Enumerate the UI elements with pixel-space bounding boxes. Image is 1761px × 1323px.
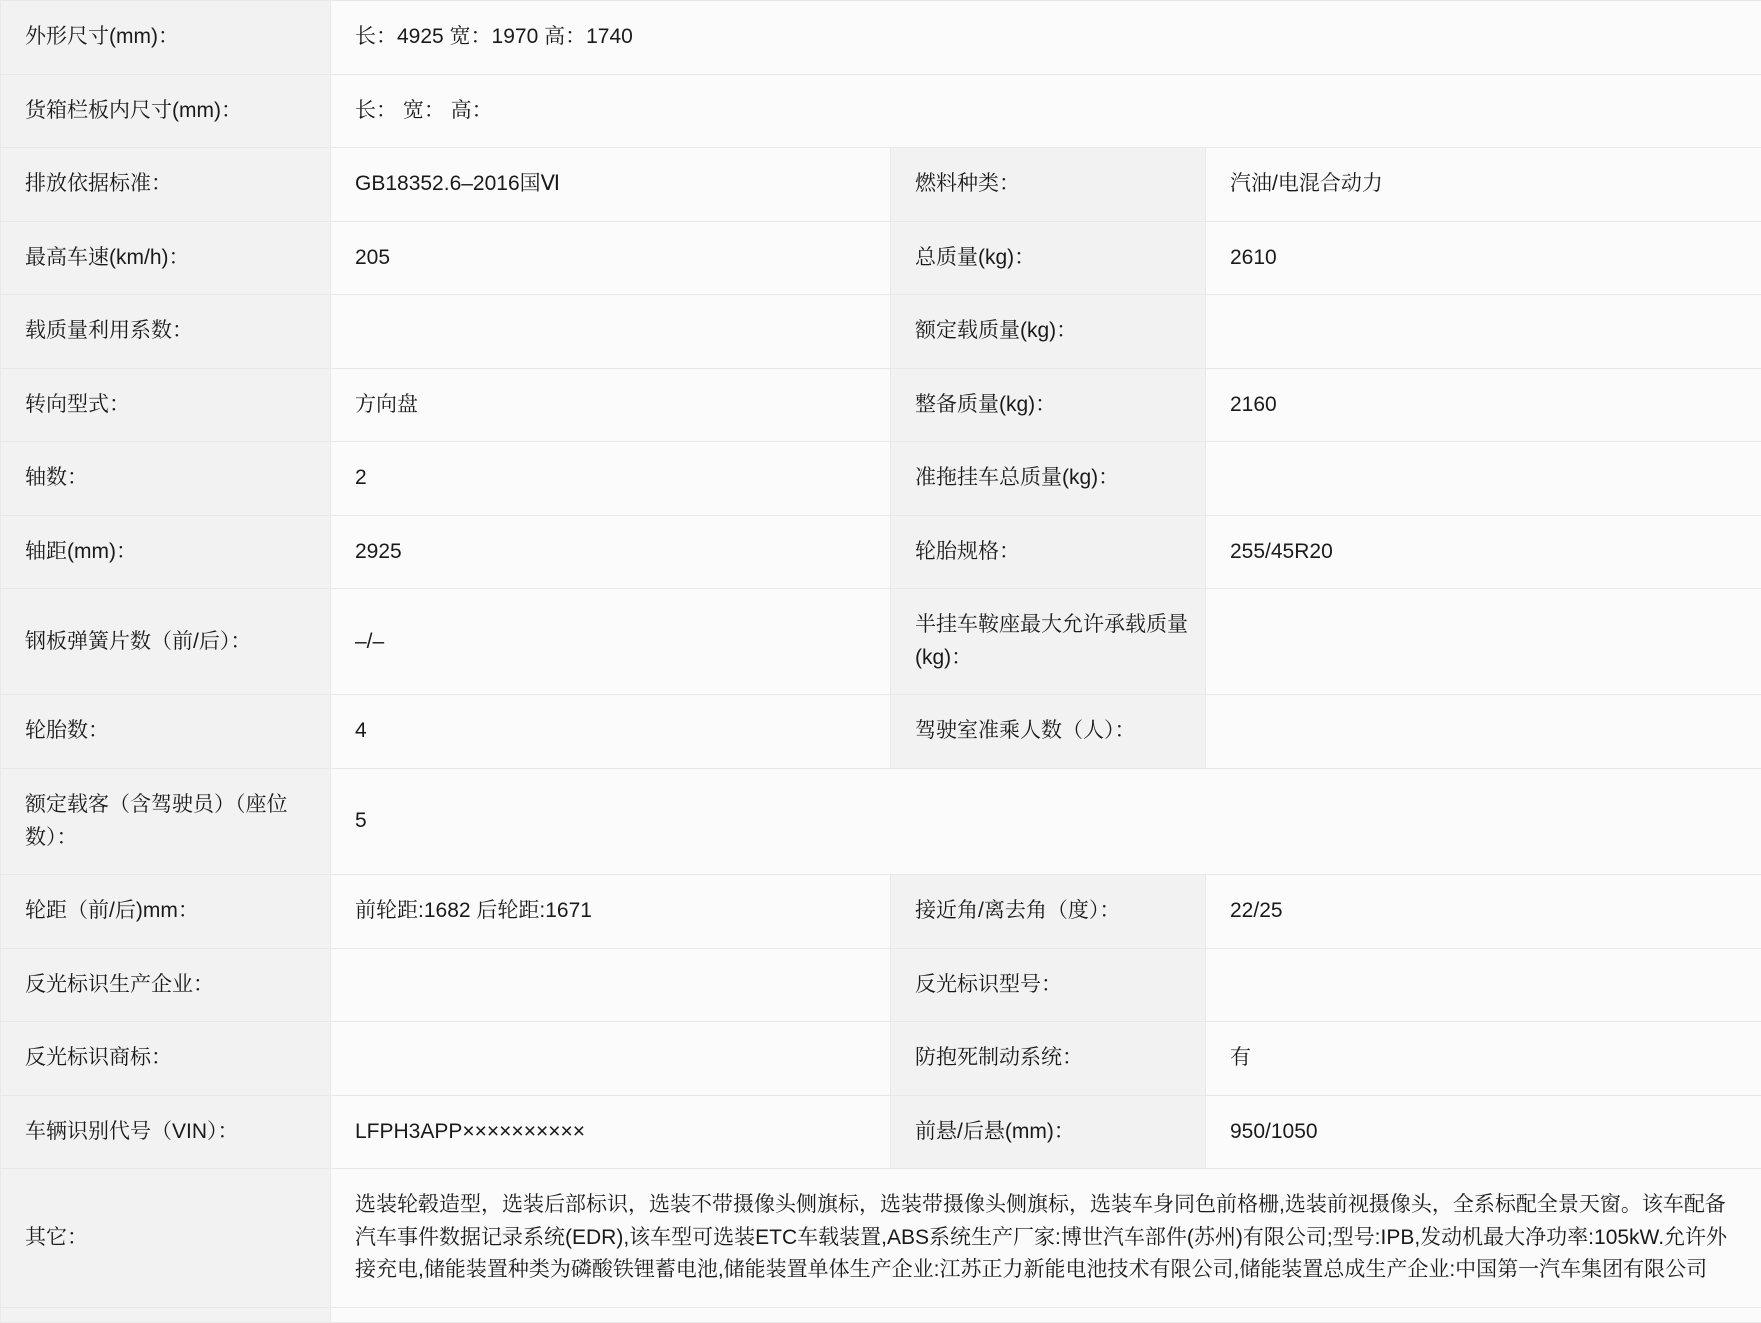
row-label: 额定载客（含驾驶员）（座位数）： — [1, 769, 331, 875]
table-row — [1, 875, 1761, 949]
row-value: 2925 — [331, 515, 891, 589]
row-label-secondary: 驾驶室准乘人数（人）： — [891, 695, 1206, 769]
table-row — [1, 74, 1761, 148]
table-row — [1, 148, 1761, 222]
row-value: 4 — [331, 695, 891, 769]
row-value: 方向盘 — [331, 368, 891, 442]
row-label: 转向型式： — [1, 368, 331, 442]
row-value — [331, 948, 891, 1022]
row-label-secondary: 防抱死制动系统： — [891, 1022, 1206, 1096]
row-label-secondary: 前悬/后悬(mm)： — [891, 1095, 1206, 1169]
row-value-secondary: 22/25 — [1206, 875, 1761, 949]
row-label: 载质量利用系数： — [1, 295, 331, 369]
row-value: 长：4925 宽：1970 高：1740 — [331, 1, 1761, 75]
row-label: 反光标识商标： — [1, 1022, 331, 1096]
row-value: GB18352.6–2016国Ⅵ — [331, 148, 891, 222]
table-row — [1, 221, 1761, 295]
row-value-secondary: 汽油/电混合动力 — [1206, 148, 1761, 222]
row-label: 货箱栏板内尺寸(mm)： — [1, 74, 331, 148]
row-label-secondary: 半挂车鞍座最大允许承载质量(kg)： — [891, 589, 1206, 695]
other-value: 选装轮毂造型，选装后部标识，选装不带摄像头侧旗标，选装带摄像头侧旗标，选装车身同色前格栅,选装前视摄像头，全系标配全景天窗。该车配备汽车事件数据记录系统(EDR),该车型可选装ETC车载装置,ABS系统生产厂家:博世汽车部件(苏州)有限公司;型号:IPB,发动机最大净功率:105kW.允许外接充电,储能装置种类为磷酸铁锂蓄电池,储能装置单体生产企业:江苏正力新能电池技术有限公司,储能装置总成生产企业:中国第一汽车集团有限公司 — [331, 1169, 1761, 1308]
row-value — [331, 295, 891, 369]
row-value-secondary — [1206, 589, 1761, 695]
table-row — [1, 769, 1761, 875]
table-row-partial — [1, 1307, 1761, 1322]
row-value: 5 — [331, 769, 1761, 875]
row-value: 长： 宽： 高： — [331, 74, 1761, 148]
row-value-secondary: 有 — [1206, 1022, 1761, 1096]
table-row-other — [1, 1169, 1761, 1308]
table-row — [1, 515, 1761, 589]
row-value: 前轮距:1682 后轮距:1671 — [331, 875, 891, 949]
table-row — [1, 695, 1761, 769]
table-row — [1, 948, 1761, 1022]
row-value-secondary — [1206, 442, 1761, 516]
table-row — [1, 1095, 1761, 1169]
row-value-partial — [331, 1307, 1761, 1322]
row-label: 排放依据标准： — [1, 148, 331, 222]
table-row — [1, 368, 1761, 442]
row-label: 轮胎数： — [1, 695, 331, 769]
row-label: 最高车速(km/h)： — [1, 221, 331, 295]
table-row — [1, 295, 1761, 369]
row-label: 轴距(mm)： — [1, 515, 331, 589]
table-row — [1, 1, 1761, 75]
table-row — [1, 1022, 1761, 1096]
row-value: 205 — [331, 221, 891, 295]
row-label: 钢板弹簧片数（前/后）： — [1, 589, 331, 695]
row-label-secondary: 准拖挂车总质量(kg)： — [891, 442, 1206, 516]
row-value-secondary — [1206, 695, 1761, 769]
table-row — [1, 589, 1761, 695]
row-label: 外形尺寸(mm)： — [1, 1, 331, 75]
table-row — [1, 442, 1761, 516]
row-label: 轮距（前/后)mm： — [1, 875, 331, 949]
row-value-secondary — [1206, 948, 1761, 1022]
spec-table-body — [1, 1, 1761, 1323]
row-value — [331, 1022, 891, 1096]
row-value-secondary: 2160 — [1206, 368, 1761, 442]
row-label-secondary: 总质量(kg)： — [891, 221, 1206, 295]
row-label-secondary: 额定载质量(kg)： — [891, 295, 1206, 369]
row-label-secondary: 反光标识型号： — [891, 948, 1206, 1022]
row-label-partial — [1, 1307, 331, 1322]
other-label: 其它： — [1, 1169, 331, 1308]
row-label-secondary: 整备质量(kg)： — [891, 368, 1206, 442]
row-label-secondary: 燃料种类： — [891, 148, 1206, 222]
row-value-secondary: 950/1050 — [1206, 1095, 1761, 1169]
row-label: 车辆识别代号（VIN）： — [1, 1095, 331, 1169]
row-label: 反光标识生产企业： — [1, 948, 331, 1022]
row-value-secondary: 2610 — [1206, 221, 1761, 295]
row-label-secondary: 接近角/离去角（度）： — [891, 875, 1206, 949]
row-value-secondary: 255/45R20 — [1206, 515, 1761, 589]
row-value: LFPH3APP×××××××××× — [331, 1095, 891, 1169]
row-value-secondary — [1206, 295, 1761, 369]
row-label: 轴数： — [1, 442, 331, 516]
row-value: 2 — [331, 442, 891, 516]
row-value: –/– — [331, 589, 891, 695]
row-label-secondary: 轮胎规格： — [891, 515, 1206, 589]
